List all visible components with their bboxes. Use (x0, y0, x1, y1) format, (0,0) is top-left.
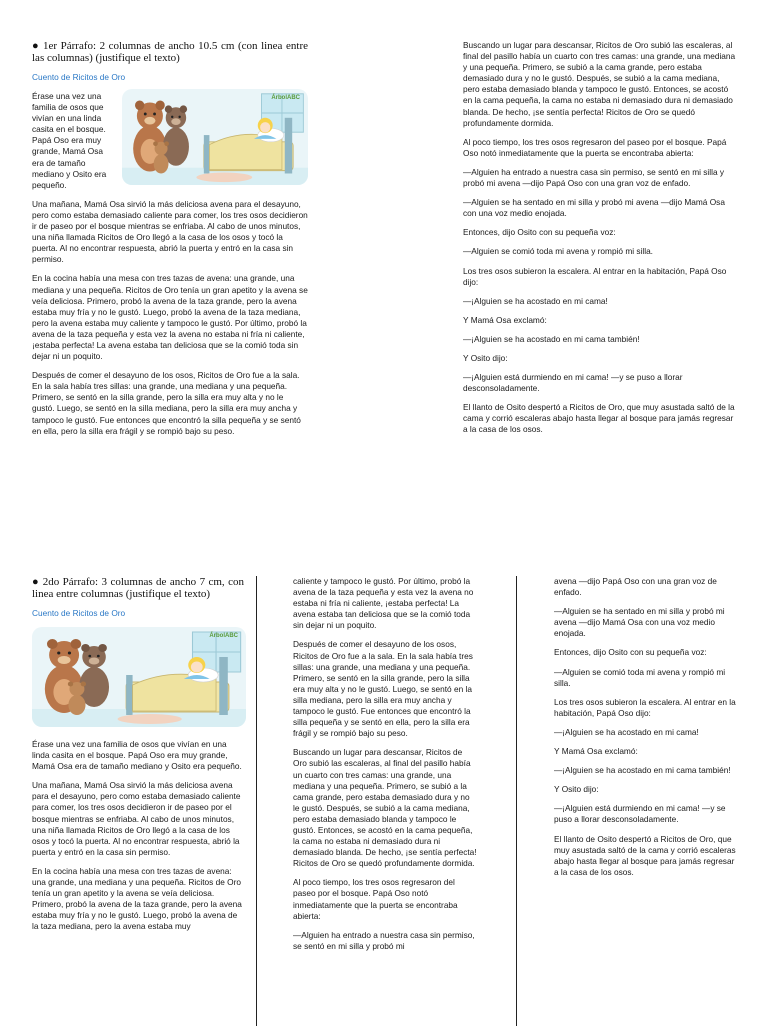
story-paragraph: —Alguien se ha sentado en mi silla y probó mi avena —dijo Mamá Osa con una voz medio enojada. (554, 606, 725, 639)
story-paragraph: —Alguien ha entrado a nuestra casa sin permiso, se sentó en mi silla y probó mi avena —dijo Papá Oso con una gran voz de enfado. (463, 166, 725, 189)
story-paragraph: Y Mamá Osa exclamó: (463, 314, 547, 325)
page2-column-3 (554, 576, 738, 886)
story-paragraph: Al poco tiempo, los tres osos regresaron del paseo por el bosque. Papá Oso notó inmediatamente que la puerta se encontraba abierta: (463, 136, 727, 158)
page1-right-text (463, 40, 738, 436)
page-separator (0, 532, 768, 540)
page1-left-column (32, 40, 308, 445)
story-paragraph: Al poco tiempo, los tres osos regresaron del paseo por el bosque. Papá Oso notó inmediatamente que la puerta se encontraba abierta: (293, 877, 458, 921)
story-paragraph: caliente y tampoco le gustó. Por último, probó la avena de la taza pequeña y esta vez la avena no estaba ni fría ni caliente, ¡estaba perfecta! La avena estaba tan deliciosa que se la comió toda sin dejar ni un poquito. (293, 576, 474, 631)
page1-illustration (122, 89, 308, 185)
story-paragraph: —¡Alguien se ha acostado en mi cama también! (554, 765, 731, 776)
story-paragraph: —Alguien se comió toda mi avena y rompió mi silla. (463, 246, 653, 257)
story-paragraph: Entonces, dijo Osito con su pequeña voz: (554, 647, 707, 658)
story-paragraph: —¡Alguien se ha acostado en mi cama también! (463, 333, 640, 344)
page2-column-1 (32, 576, 244, 941)
story-illustration-svg (32, 627, 246, 727)
story-paragraph: Después de comer el desayuno de los osos, Ricitos de Oro fue a la sala. En la sala había tres sillas: una grande, una mediana y una pequeña. Primero, se sentó en la silla grande, pero la silla era muy alta y no le gustó. Luego, se sentó en la silla mediana, pero la silla era muy ancha y tampoco le gustó. Fue entonces que encontró la silla pequeña y se sentó en ella, pero la silla era frágil y se rompió bajo su peso. (32, 370, 301, 436)
logo-text: ÁrbolABC (271, 95, 300, 101)
story-paragraph: —¡Alguien está durmiendo en mi cama! —y se puso a llorar desconsoladamente. (554, 803, 726, 825)
story-paragraph: Buscando un lugar para descansar, Ricitos de Oro subió las escaleras, al final del pasillo había un cuarto con tres camas: una grande, una mediana y una pequeña. Primero, se subió a la cama grande, pero estaba demasiado dura y no le gustó. Después, se subió a la cama mediana, pero estaba demasiado blanda y tampoco le gustó. Entonces, se acostó en la cama pequeña, la cama no estaba ni demasiado dura ni demasiado blanda. De hecho, ¡se sentía perfecta! Ricitos de Oro se quedó profundamente dormida. (293, 747, 477, 869)
story-paragraph: —¡Alguien está durmiendo en mi cama! —y se puso a llorar desconsoladamente. (463, 372, 683, 394)
story-paragraph: El llanto de Osito despertó a Ricitos de Oro, que muy asustada saltó de la cama y corrió escaleras abajo hasta llegar al bosque para jamás regresar a la casa de los osos. (554, 833, 736, 877)
story-paragraph: Y Mamá Osa exclamó: (554, 746, 638, 757)
story-paragraph: Entonces, dijo Osito con su pequeña voz: (463, 227, 616, 238)
story-paragraph: Érase una vez una familia de osos que vivían en una linda casita en el bosque. Papá Oso era muy grande, Mamá Osa era de tamaño mediano y Osito era pequeño. (32, 739, 242, 772)
story-paragraph: Y Osito dijo: (463, 352, 508, 363)
story-paragraph: —¡Alguien se ha acostado en mi cama! (463, 295, 608, 306)
story-paragraph: Una mañana, Mamá Osa sirvió la más deliciosa avena para el desayuno, pero como estaba demasiado caliente para comer, los tres osos decidieron ir de paseo por el bosque mientras se enfriaba. Al cabo de unos minutos, una niña llamada Ricitos de Oro llegó a la casa de los osos y tocó la puerta. Al no encontrar respuesta, abrió la puerta y entró en la casa sin permiso. (32, 198, 308, 265)
story-paragraph: Buscando un lugar para descansar, Ricitos de Oro subió las escaleras, al final del pasillo había un cuarto con tres camas: una grande, una mediana y una pequeña. Primero, se subió a la cama grande, pero estaba demasiado dura y no le gustó. Después, se subió a la cama mediana, pero estaba demasiado blanda y tampoco le gustó. Entonces, se acostó en la cama pequeña, la cama no estaba ni demasiado dura ni demasiado blanda. De hecho, ¡se sentía perfecta! Ricitos de Oro se quedó profundamente dormida. (463, 40, 736, 128)
story-paragraph: —Alguien ha entrado a nuestra casa sin permiso, se sentó en mi silla y probó mi (293, 929, 475, 951)
column-divider-2 (516, 576, 517, 1026)
story-paragraph: —¡Alguien se ha acostado en mi cama! (554, 726, 699, 737)
story-paragraph: En la cocina había una mesa con tres tazas de avena: una grande, una mediana y una pequeña. Ricitos de Oro tenía un gran apetito y la avena se veía deliciosa. Primero, probó la avena de la taza grande, pero la avena estaba muy fría y no le gustó. Luego, probó la avena de la taza mediana, pero la avena estaba muy (32, 865, 242, 932)
page2-column-1-text (32, 739, 244, 933)
story-paragraph: —Alguien se ha sentado en mi silla y probó mi avena —dijo Mamá Osa con una voz medio enojada. (463, 197, 725, 219)
story-paragraph: Después de comer el desayuno de los osos, Ricitos de Oro fue a la sala. En la sala había tres sillas: una grande, una mediana y una pequeña. Primero, se sentó en la silla grande, pero la silla era muy alta y no le gustó. Luego, se sentó en la silla mediana, pero la silla era muy ancha y tampoco le gustó. Fue entonces que encontró la silla pequeña y se sentó en ella, pero la silla era frágil y se rompió bajo su peso. (293, 639, 473, 739)
story-paragraph: El llanto de Osito despertó a Ricitos de Oro, que muy asustada saltó de la cama y corrió escaleras abajo hasta llegar al bosque para jamás regresar a la casa de los osos. (463, 402, 735, 435)
column-divider-1 (256, 576, 257, 1026)
page-three-columns (0, 540, 768, 1024)
page2-column-3-text (554, 576, 738, 878)
story-paragraph: Los tres osos subieron la escalera. Al entrar en la habitación, Papá Oso dijo: (463, 265, 727, 287)
story-paragraph: avena —dijo Papá Oso con una gran voz de enfado. (554, 576, 717, 598)
logo-text: ÁrbolABC (209, 633, 238, 639)
page1-story-title: Cuento de Ricitos de Oro (32, 72, 126, 82)
story-paragraph: Una mañana, Mamá Osa sirvió la más deliciosa avena para el desayuno, pero como estaba demasiado caliente para comer, los tres osos decidieron ir de paseo por el bosque mientras se enfriaba. Al cabo de unos minutos, una niña llamada Ricitos de Oro llegó a la casa de los osos y tocó la puerta. Al no encontrar respuesta, abrió la puerta y entró en la casa sin permiso. (32, 780, 241, 857)
story-paragraph: En la cocina había una mesa con tres tazas de avena: una grande, una mediana y una pequeña. Ricitos de Oro tenía un gran apetito y la avena se veía deliciosa. Primero, probó la avena de la taza grande, pero la avena estaba muy fría y no le gustó. Luego, probó la avena de la taza mediana, pero la avena estaba muy caliente y tampoco le gustó. Por último, probó la avena de la taza pequeña y esta vez la avena no estaba ni fría ni caliente, ¡estaba perfecta! La avena estaba tan deliciosa que se la comió toda sin dejar ni un poquito. (32, 273, 308, 362)
page2-story-title: Cuento de Ricitos de Oro (32, 608, 126, 618)
story-paragraph: —Alguien se comió toda mi avena y rompió mi silla. (554, 666, 726, 688)
story-illustration-svg (122, 89, 308, 185)
story-paragraph: Los tres osos subieron la escalera. Al entrar en la habitación, Papá Oso dijo: (554, 696, 736, 718)
story-paragraph: Y Osito dijo: (554, 784, 599, 795)
story-paragraph: Érase una vez una familia de osos que vivían en una linda casita en el bosque. Papá Oso era muy grande, Mamá Osa era de tamaño mediano y Osito era pequeño. (32, 91, 107, 190)
page1-right-column (463, 40, 738, 444)
page2-heading: ● 2do Párrafo: 3 columnas de ancho 7 cm, con linea entre columnas (justifique el texto) (32, 576, 244, 600)
page2-column-2-text (293, 576, 477, 952)
page1-heading: ● 1er Párrafo: 2 columnas de ancho 10.5 cm (con linea entre las columnas) (justifique el texto) (32, 40, 308, 64)
page2-column-2 (293, 576, 477, 960)
page2-illustration (32, 627, 246, 727)
